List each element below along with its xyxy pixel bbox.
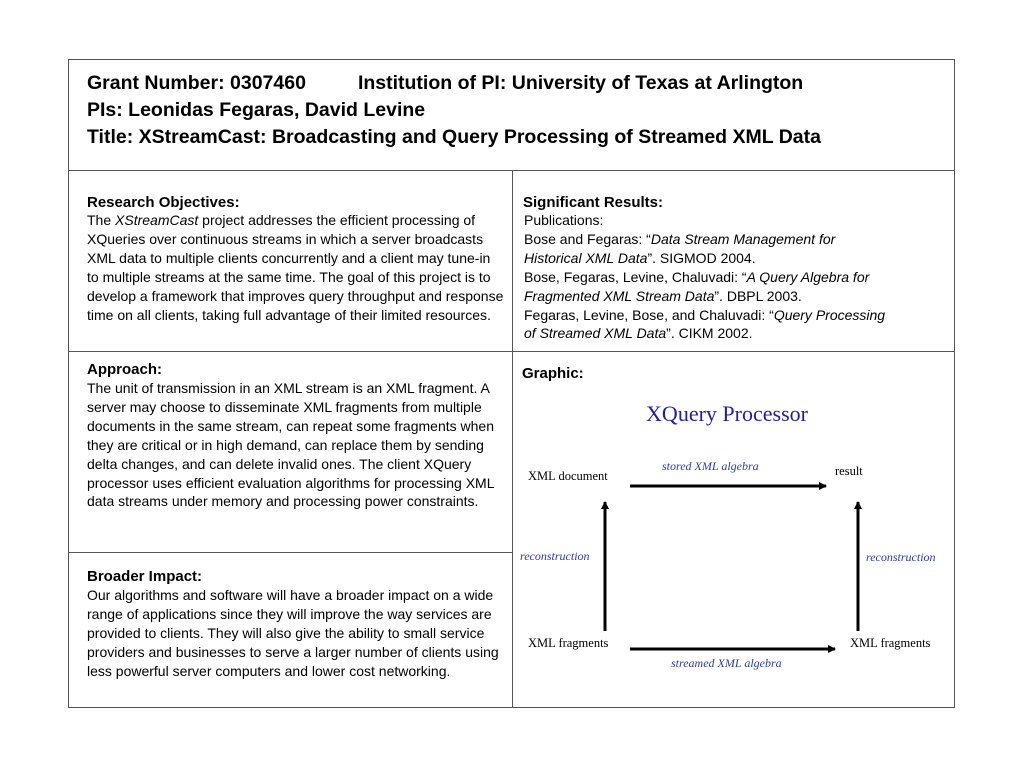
- grant-header: [87, 70, 947, 151]
- label-streamed-xml-algebra: streamed XML algebra: [671, 656, 782, 670]
- broader-impact-heading: Broader Impact:: [87, 568, 203, 585]
- pis: PIs: Leonidas Fegaras, David Levine: [87, 99, 426, 121]
- label-stored-xml-algebra: stored XML algebra: [662, 459, 759, 473]
- row-divider-2: [68, 552, 512, 553]
- diagram-arrows: [513, 390, 955, 708]
- institution: Institution of PI: University of Texas at Arlington: [357, 72, 804, 94]
- broader-impact-text: Our algorithms and software will have a broader impact on a wide range of applications since they will improve the way services are provided to clients. They will also give the ability to small service providers and businesses to serve a larger number of clients using less powerful server computers and lower cost networking.: [87, 587, 499, 679]
- significant-results-text: [524, 211, 949, 343]
- xquery-processor-diagram: [513, 390, 955, 708]
- diagram-title: XQuery Processor: [646, 401, 808, 426]
- project-name: XStreamCast: [115, 212, 199, 228]
- research-objectives-text: The XStreamCast project addresses the efficient processing of XQueries over continuous streams in which a server broadcasts XML data to multiple clients concurrently and a client may tune-in to multiple streams at the same time. The goal of this project is to develop a framework that improves query throughput and response time on all clients, taking full advantage of their limited resources.: [87, 212, 504, 323]
- publication-3: Fegaras, Levine, Bose, and Chaluvadi: “Query Processing of Streamed XML Data”. CIKM 2002.: [524, 306, 886, 342]
- node-xml-fragments-left: XML fragments: [528, 636, 609, 650]
- publications-label: Publications:: [524, 212, 604, 228]
- graphic-heading: Graphic:: [522, 365, 584, 382]
- grant-line: [87, 70, 947, 97]
- significant-results-heading: Significant Results:: [523, 194, 664, 211]
- publication-2: Bose, Fegaras, Levine, Chaluvadi: “A Query Algebra for Fragmented XML Stream Data”. DBPL 2003.: [524, 268, 870, 304]
- node-xml-document: XML document: [528, 469, 608, 483]
- label-reconstruction-right: reconstruction: [866, 550, 936, 564]
- approach-text: The unit of transmission in an XML stream is an XML fragment. A server may choose to disseminate XML fragments from multiple documents in the same stream, can repeat some fragments when they are critical or in high demand, can replace them by sending delta changes, and can delete invalid ones. The client XQuery processor uses efficient evaluation algorithms for processing XML data streams under memory and processing power constraints.: [87, 380, 494, 510]
- node-result: result: [835, 464, 863, 478]
- grant-number: Grant Number: 0307460: [87, 72, 306, 94]
- label-reconstruction-left: reconstruction: [520, 549, 590, 563]
- project-title: Title: XStreamCast: Broadcasting and Query Processing of Streamed XML Data: [87, 126, 821, 148]
- publication-1: Bose and Fegaras: “Data Stream Management for Historical XML Data”. SIGMOD 2004.: [524, 230, 836, 266]
- approach-heading: Approach:: [87, 361, 162, 378]
- research-objectives-heading: Research Objectives:: [87, 194, 240, 211]
- node-xml-fragments-right: XML fragments: [850, 636, 931, 650]
